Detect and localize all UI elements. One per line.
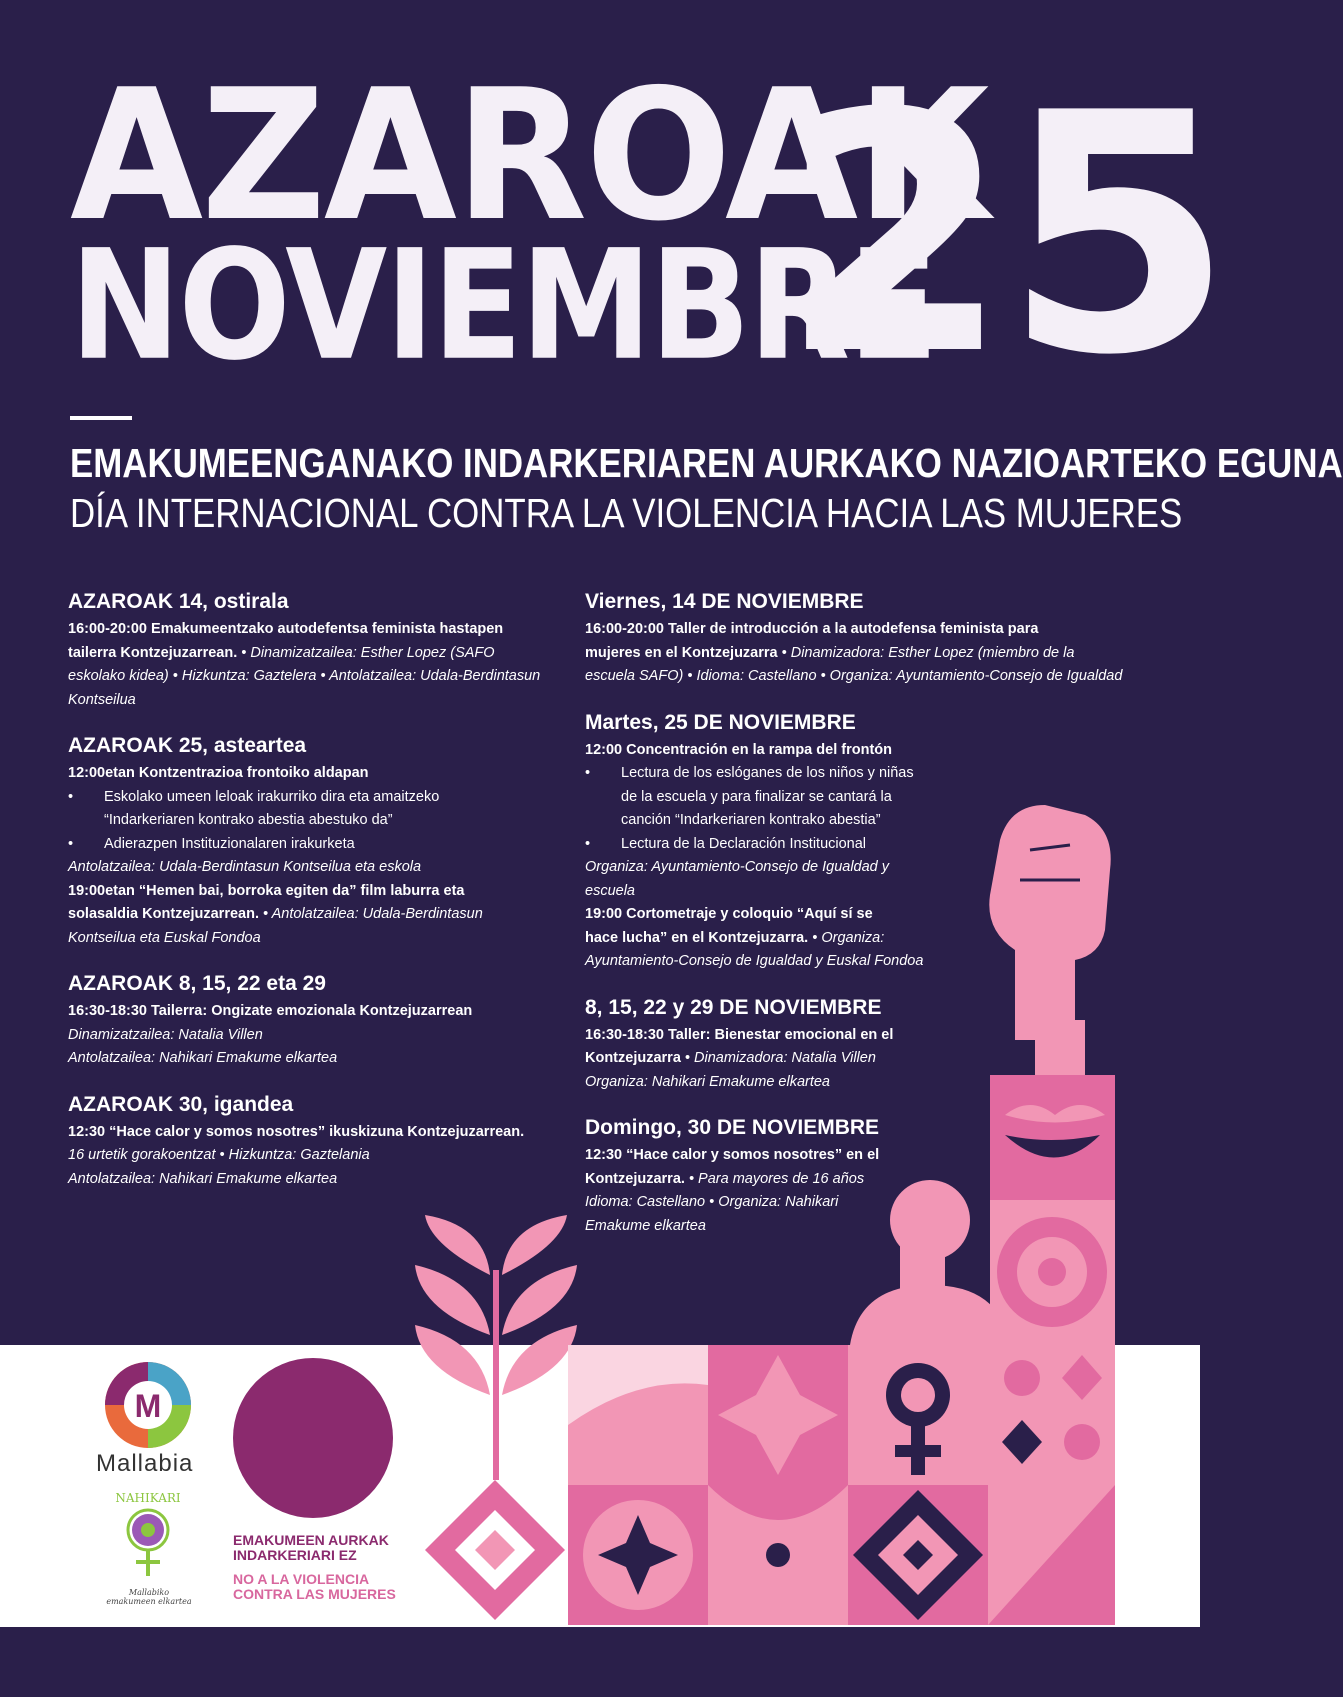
campaign-basque: [233, 1533, 389, 1563]
event-line: Organiza: Nahikari Emakume elkartea: [585, 1073, 830, 1090]
bullet-item: • Eskolako umeen leloak irakurriko dira eta amaitzeko: [68, 786, 563, 810]
event-line: escuela SAFO) • Idioma: Castellano • Organiza: Ayuntamiento-Consejo de Igualdad: [585, 668, 1123, 684]
event-title: Viernes, 14 DE NOVIEMBRE: [585, 590, 864, 613]
event-line: 12:00etan Kontzentrazioa frontoiko aldapan: [68, 765, 369, 781]
event-line: • Dinamizadora: Natalia Villen: [680, 1050, 876, 1066]
event-line: 16 urtetik gorakoentzat • Hizkuntza: Gaztelania: [68, 1147, 370, 1163]
svg-text:M: M: [134, 1388, 162, 1424]
event-line: Ayuntamiento-Consejo de Igualdad y Euskal Fondoa: [585, 953, 924, 969]
event-title: Martes, 25 DE NOVIEMBRE: [585, 710, 856, 734]
event-line: • Para mayores de 16 años: [684, 1170, 865, 1187]
lips-icon: [990, 1075, 1115, 1200]
event-line: Dinamizatzailea: Natalia Villen: [68, 1026, 263, 1043]
diamond-pattern-icon: [425, 1480, 565, 1620]
event-line: 16:30-18:30 Taller: Bienestar emocional en el: [585, 1026, 894, 1043]
event-line: hace lucha” en el Kontzejuzarra.: [585, 929, 809, 946]
event-line: 19:00 Cortometraje y coloquio “Aquí sí se: [585, 906, 873, 922]
event-title: Domingo, 30 DE NOVIEMBRE: [585, 1116, 880, 1139]
pattern-tile-icon: [708, 1485, 848, 1625]
title-noviembre: NOVIEMBRE: [70, 217, 937, 395]
event-line: 16:00-20:00 Emakumeentzako autodefentsa feminista hastapen: [68, 621, 504, 637]
bullet-item: • Adierazpen Instituzionalaren irakurketa: [68, 833, 563, 857]
event-line: Kontseilua: [68, 691, 136, 708]
triangle-tile-icon: [988, 1485, 1115, 1625]
nahikari-logo-icon: [98, 1480, 198, 1590]
title-azaroak: AZAROAK: [70, 49, 988, 261]
event-line: de la escuela y para finalizar se cantará la: [621, 788, 892, 805]
event-title: AZAROAK 8, 15, 22 eta 29: [68, 972, 326, 995]
event-line: 12:00 Concentración en la rampa del frontón: [585, 741, 892, 758]
mallabia-logo-icon: [103, 1360, 193, 1450]
female-symbol-icon: [848, 1345, 988, 1485]
event-line: solasaldia Kontzejuzarrean.: [68, 906, 259, 922]
woman-profile-icon: [850, 1180, 1010, 1345]
leaf-plant-icon: [415, 1215, 577, 1480]
event-line: escuela: [585, 882, 635, 899]
bullet-item: • Lectura de la Declaración Institucional: [585, 833, 1125, 857]
event-line: Kontzejuzarra: [585, 1050, 681, 1066]
event-line: eskolako kidea) • Hizkuntza: Gaztelera • Antolatzailea: Udala-Berdintasun: [68, 668, 541, 684]
nested-diamond-tile-icon: [848, 1485, 988, 1625]
event-line: tailerra Kontzejuzarrean.: [68, 644, 238, 661]
event-line: • Dinamizadora: Esther Lopez (miembro de la: [777, 644, 1075, 661]
event-line: canción “Indarkeriaren kontrako abestia”: [621, 812, 881, 828]
nahikari-caption: Mallabiko emakumeen elkartea: [106, 1588, 192, 1606]
event-line: “Indarkeriaren kontrako abestia abestuko da”: [104, 812, 393, 828]
event-title: AZAROAK 30, igandea: [68, 1092, 294, 1116]
campaign-circle-icon: [233, 1358, 393, 1518]
event-line: Antolatzailea: Nahikari Emakume elkartea: [68, 1050, 338, 1066]
bullet-item: • Lectura de los eslóganes de los niños y niñas: [585, 762, 1125, 786]
event-line: Antolatzailea: Nahikari Emakume elkartea: [68, 1170, 338, 1187]
event-title: AZAROAK 25, asteartea: [68, 734, 307, 757]
heart-icon: [568, 1345, 708, 1485]
event-line: 16:30-18:30 Tailerra: Ongizate emozionala Kontzejuzarrean: [68, 1003, 473, 1019]
raised-fist-icon: [989, 805, 1110, 1075]
event-title: AZAROAK 14, ostirala: [68, 590, 289, 613]
event-line: Emakume elkartea: [585, 1217, 706, 1234]
geometric-tile-icon: [988, 1345, 1115, 1485]
event-line: • Organiza:: [808, 929, 885, 946]
event-line: 16:00-20:00 Taller de introducción a la autodefensa feminista para: [585, 621, 1039, 637]
nahikari-wordmark: NAHIKARI: [115, 1491, 181, 1505]
subtitle-basque: EMAKUMEENGANAKO INDARKERIAREN AURKAKO NAZIOARTEKO EGUNA: [70, 440, 1343, 486]
star-circle-tile-icon: [568, 1485, 708, 1625]
campaign-line: CONTRA LAS MUJERES: [233, 1586, 396, 1602]
event-line: Organiza: Ayuntamiento-Consejo de Igualdad y: [585, 859, 890, 875]
mallabia-wordmark: Mallabia: [96, 1450, 194, 1477]
campaign-spanish: [233, 1572, 396, 1602]
event-line: Antolatzailea: Udala-Berdintasun Kontseilua eta eskola: [68, 859, 422, 875]
campaign-line: NO A LA VIOLENCIA: [233, 1571, 370, 1587]
event-title: 8, 15, 22 y 29 DE NOVIEMBRE: [585, 995, 882, 1019]
event-line: 12:30 “Hace calor y somos nosotres” ikuskizuna Kontzejuzarrean.: [68, 1123, 525, 1140]
subtitle-spanish: DÍA INTERNACIONAL CONTRA LA VIOLENCIA HACIA LAS MUJERES: [70, 490, 1183, 536]
title-day: 25: [780, 43, 1228, 427]
event-line: 12:30 “Hace calor y somos nosotres” en el: [585, 1147, 880, 1163]
star-tile-icon: [708, 1345, 848, 1485]
event-line: Idioma: Castellano • Organiza: Nahikari: [585, 1194, 839, 1210]
event-line: Kontzejuzarra.: [585, 1170, 685, 1187]
event-line: • Antolatzailea: Udala-Berdintasun: [258, 906, 483, 922]
event-line: • Dinamizatzailea: Esther Lopez (SAFO: [237, 644, 495, 661]
campaign-line: EMAKUMEEN AURKAK: [233, 1532, 389, 1548]
event-line: 19:00etan “Hemen bai, borroka egiten da” film laburra eta: [68, 882, 465, 899]
event-line: mujeres en el Kontzejuzarra: [585, 644, 778, 661]
campaign-line: INDARKERIARI EZ: [233, 1547, 357, 1563]
target-icon: [990, 1200, 1115, 1345]
event-line: Kontseilua eta Euskal Fondoa: [68, 929, 261, 946]
